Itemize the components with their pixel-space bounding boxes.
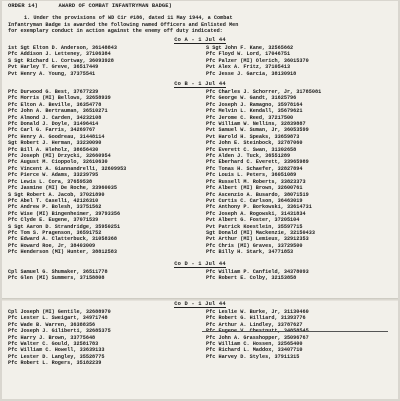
roster-entry: Cpl Samuel G. Shumaker, 36511778 xyxy=(8,269,108,275)
roster-entry: Pfc George W. Gandt, 31625796 xyxy=(206,95,297,102)
roster-entry: Pfc Joseph A. Rogowski, 31431834 xyxy=(206,210,306,217)
roster-entry: Pfc Joseph J. Giliberti, 32685375 xyxy=(8,328,111,335)
section-title-co-a: Co A - 1 Jul 44 xyxy=(174,37,226,43)
roster-entry: Pfc John A. Grasshopper, 35096767 xyxy=(206,334,309,341)
order-subject: AWARD OF COMBAT INFANTRYMAN BADGE) xyxy=(58,3,172,9)
roster-entry: Pvt Henry A. Young, 37375541 xyxy=(8,70,96,77)
roster-entry: Sgt Robert J. Herman, 33230090 xyxy=(8,140,102,147)
roster-entry: Pfc Leslie W. Burke, Jr, 31130460 xyxy=(206,309,309,315)
roster-entry: Pfc William P. Canfield, 34378093 xyxy=(206,269,309,275)
section-title-co-d-2: Co D - 1 Jul 44 xyxy=(174,301,226,307)
document-header xyxy=(8,3,394,9)
roster-entry: Pfc Bill A. Hleholz, 38656430 xyxy=(8,146,99,153)
roster-entry: Pfc Palzer (MI) Olerich, 36015370 xyxy=(206,57,309,64)
roster-entry: Pfc Elton A. Beville, 36354778 xyxy=(8,101,102,108)
roster-entry: Pfc Robert E. Colby, 32153858 xyxy=(206,275,297,282)
roster-entry: Pfc Lester D. Langley, 35528775 xyxy=(8,353,105,360)
roster-entry: Pfc John A. Bertrauman, 36510271 xyxy=(8,108,108,115)
paragraph-line: for exemplary conduct in action against the enemy off duty indicated: xyxy=(8,28,223,35)
roster-entry: 1st Sgt Elton D. Anderson, 36148843 xyxy=(8,45,117,51)
roster-entry: Pfc Robert G. Hilliard, 31393776 xyxy=(206,315,306,322)
roster-entry: Pfc Billy H. Stark, 34771853 xyxy=(206,249,294,256)
section-co-d-1-right xyxy=(206,269,396,282)
roster-entry: Pfc Wade B. Warren, 36388356 xyxy=(8,321,96,328)
roster-entry: Pvt Alex A. Fritz, 37105413 xyxy=(206,64,291,71)
roster-entry: Pfc John E. Steinbock, 32787060 xyxy=(206,140,303,147)
roster-entry: Pfc Henry A. Goodreau, 31448114 xyxy=(8,133,105,140)
roster-entry: Pvt Curtis C. Carlson, 36463019 xyxy=(206,197,303,204)
roster-entry: Pfc Tom S. Pragenson, 36591752 xyxy=(8,229,102,236)
roster-entry: Pfc Louis L. Peters, 36051089 xyxy=(206,172,297,179)
roster-entry: S Sgt Robert A. Jacob, 37021890 xyxy=(8,191,105,198)
roster-entry: Pfc Almond J. Carden, 34232108 xyxy=(8,114,102,121)
roster-entry: S Sgt Richard L. Cortway, 36093928 xyxy=(8,57,114,64)
roster-entry: Pfc Everett C. Swan, 31302658 xyxy=(206,146,297,153)
roster-entry: S Sgt Aaron D. Strandridge, 35950251 xyxy=(8,223,121,230)
roster-entry: Pfc Eberhard C. Everett, 33965989 xyxy=(206,159,309,166)
section-co-b-left xyxy=(8,89,198,256)
paragraph-line: 1. Under the provisions of WD Cir #186, dated 11 May 1944, a Combat xyxy=(24,15,233,21)
roster-entry: Cpl Joseph (MI) Gentile, 32688970 xyxy=(8,309,111,315)
roster-entry: Pfc Wise (MI) Bingenheimer, 39793356 xyxy=(8,210,121,217)
roster-entry: Pfc Edward A. Clatterbuck, 31058368 xyxy=(8,236,117,243)
roster-entry: Pfc Joseph (MI) Drzycki, 32660954 xyxy=(8,153,111,160)
roster-entry: Pfc Clyde E. Eugene, 37071539 xyxy=(8,217,99,224)
roster-entry: Pfc William C. Hossen, 32565400 xyxy=(206,341,303,348)
order-paragraph xyxy=(8,15,392,35)
roster-entry: Pvt Albert G. Foster, 37205104 xyxy=(206,217,300,224)
roster-entry: Pvt Samuel W. Suman, Jr, 36053599 xyxy=(206,127,309,134)
roster-entry: Pfc Melvin L. Kendall, 35679621 xyxy=(206,108,303,115)
roster-entry: Pfc Robert L. Rogers, 35182239 xyxy=(8,360,102,367)
roster-entry: Pfc Alden J. Tuck, 36551289 xyxy=(206,153,291,160)
roster-entry: Pfc Abel T. Caselli, 42126310 xyxy=(8,197,99,204)
roster-entry: Pfc William C. Howell, 33639133 xyxy=(8,347,105,354)
roster-entry: Pfc Jasmine (MI) De Roche, 33960035 xyxy=(8,185,117,192)
section-co-b-right xyxy=(206,89,396,256)
paragraph-line: Infantryman Badge is awarded the following named Officers and Enlisted Men xyxy=(8,21,239,28)
roster-entry: Pvt Harold H. Speaks, 33659873 xyxy=(206,133,300,140)
roster-entry: Pfc Durwood G. Best, 37677239 xyxy=(8,89,99,95)
order-number: ORDER 14) xyxy=(8,3,39,9)
section-title-co-b: Co B - 1 Jul 44 xyxy=(174,81,226,87)
roster-entry: Pfc Pierce W. Adams, 33239795 xyxy=(8,172,99,179)
roster-entry: Pfc Charles J. Schorrer, Jr, 31785081 xyxy=(206,89,322,95)
roster-entry: Pfc Anthony P. Borkowski, 33614731 xyxy=(206,204,312,211)
roster-entry: Pfc Richard L. Maddox, 33407710 xyxy=(206,347,303,354)
strike-line xyxy=(202,331,388,332)
section-co-a-right xyxy=(206,45,396,77)
section-title-co-d-1: Co D - 1 Jul 44 xyxy=(174,261,226,267)
roster-entry: Pfc Lewis L. Cora, 37659538 xyxy=(8,178,93,185)
document-page xyxy=(2,1,398,399)
section-co-d-2-left xyxy=(8,309,198,367)
roster-entry: Pfc Albert (MI) Brown, 32600761 xyxy=(206,185,303,192)
section-co-d-2-right xyxy=(206,309,396,360)
roster-entry: Pfc William W. Nellins, 32839887 xyxy=(206,121,306,128)
roster-entry: Pfc Arthur A. Lindley, 33787627 xyxy=(206,321,303,328)
roster-entry: Pfc Vincent A. Giannandrelli, 32609953 xyxy=(8,165,127,172)
roster-entry: Pfc Glen (MI) Summers, 37158808 xyxy=(8,275,105,282)
roster-entry: Pfc Addison J. Letteney, 37106384 xyxy=(8,51,111,58)
roster-entry: Pfc Henderson (MI) Hunter, 38812583 xyxy=(8,249,117,256)
roster-entry: Pfc Tonas H. Schaefer, 32827894 xyxy=(206,165,303,172)
roster-entry: Sgt Donald (MI) Mackenzie, 32150433 xyxy=(206,229,315,236)
roster-entry: Pvt Patrick Koestlein, 35597715 xyxy=(206,223,303,230)
roster-entry: Pfc Lester L. Sweigart, 34971748 xyxy=(8,315,108,322)
roster-entry: Pfc Chris (MI) Graves, 33729500 xyxy=(206,242,303,249)
roster-entry: Pfc Walter C. Gould, 32581783 xyxy=(8,341,99,348)
roster-entry: Pvt Arthur (MI) Lemieux, 32912353 xyxy=(206,236,309,243)
roster-entry: Pfc Ascenzio A. Busardo, 38071519 xyxy=(206,191,309,198)
roster-entry: Pfc Floyd W. Lord, 17046751 xyxy=(206,51,291,58)
roster-entry: Pfc Joseph J. Ramagno, 35978164 xyxy=(206,101,303,108)
roster-entry: Pfc Andrew P. Bolesh, 33751562 xyxy=(8,204,102,211)
roster-entry: Pfc Morris (MI) Bellows, 32658939 xyxy=(8,95,111,102)
section-co-a-left xyxy=(8,45,198,77)
roster-entry: Pfc Carl G. Farris, 34269767 xyxy=(8,127,96,134)
roster-entry: Pfc Harvey D. Styles, 37911315 xyxy=(206,353,300,360)
section-co-d-1-left xyxy=(8,269,198,282)
roster-entry: Pfc Russell M. Roberts, 33823373 xyxy=(206,178,306,185)
roster-entry: Pfc Howard Roe, Jr, 38403009 xyxy=(8,242,96,249)
roster-entry: Pfc August M. Cioppolo, 32610630 xyxy=(8,159,108,166)
roster-entry: Pfc Jesse J. Garcia, 38130918 xyxy=(206,70,297,77)
roster-entry: Pvt Harley T. Greve, 36517449 xyxy=(8,64,99,71)
roster-entry: S Sgt John F. Kane, 32565662 xyxy=(206,45,294,51)
roster-entry: Pfc Harry J. Brown, 33775648 xyxy=(8,334,96,341)
roster-entry: Pfc Jerome C. Reed, 37217500 xyxy=(206,114,294,121)
roster-entry: Pfc Donald J. Doyle, 31496414 xyxy=(8,121,99,128)
